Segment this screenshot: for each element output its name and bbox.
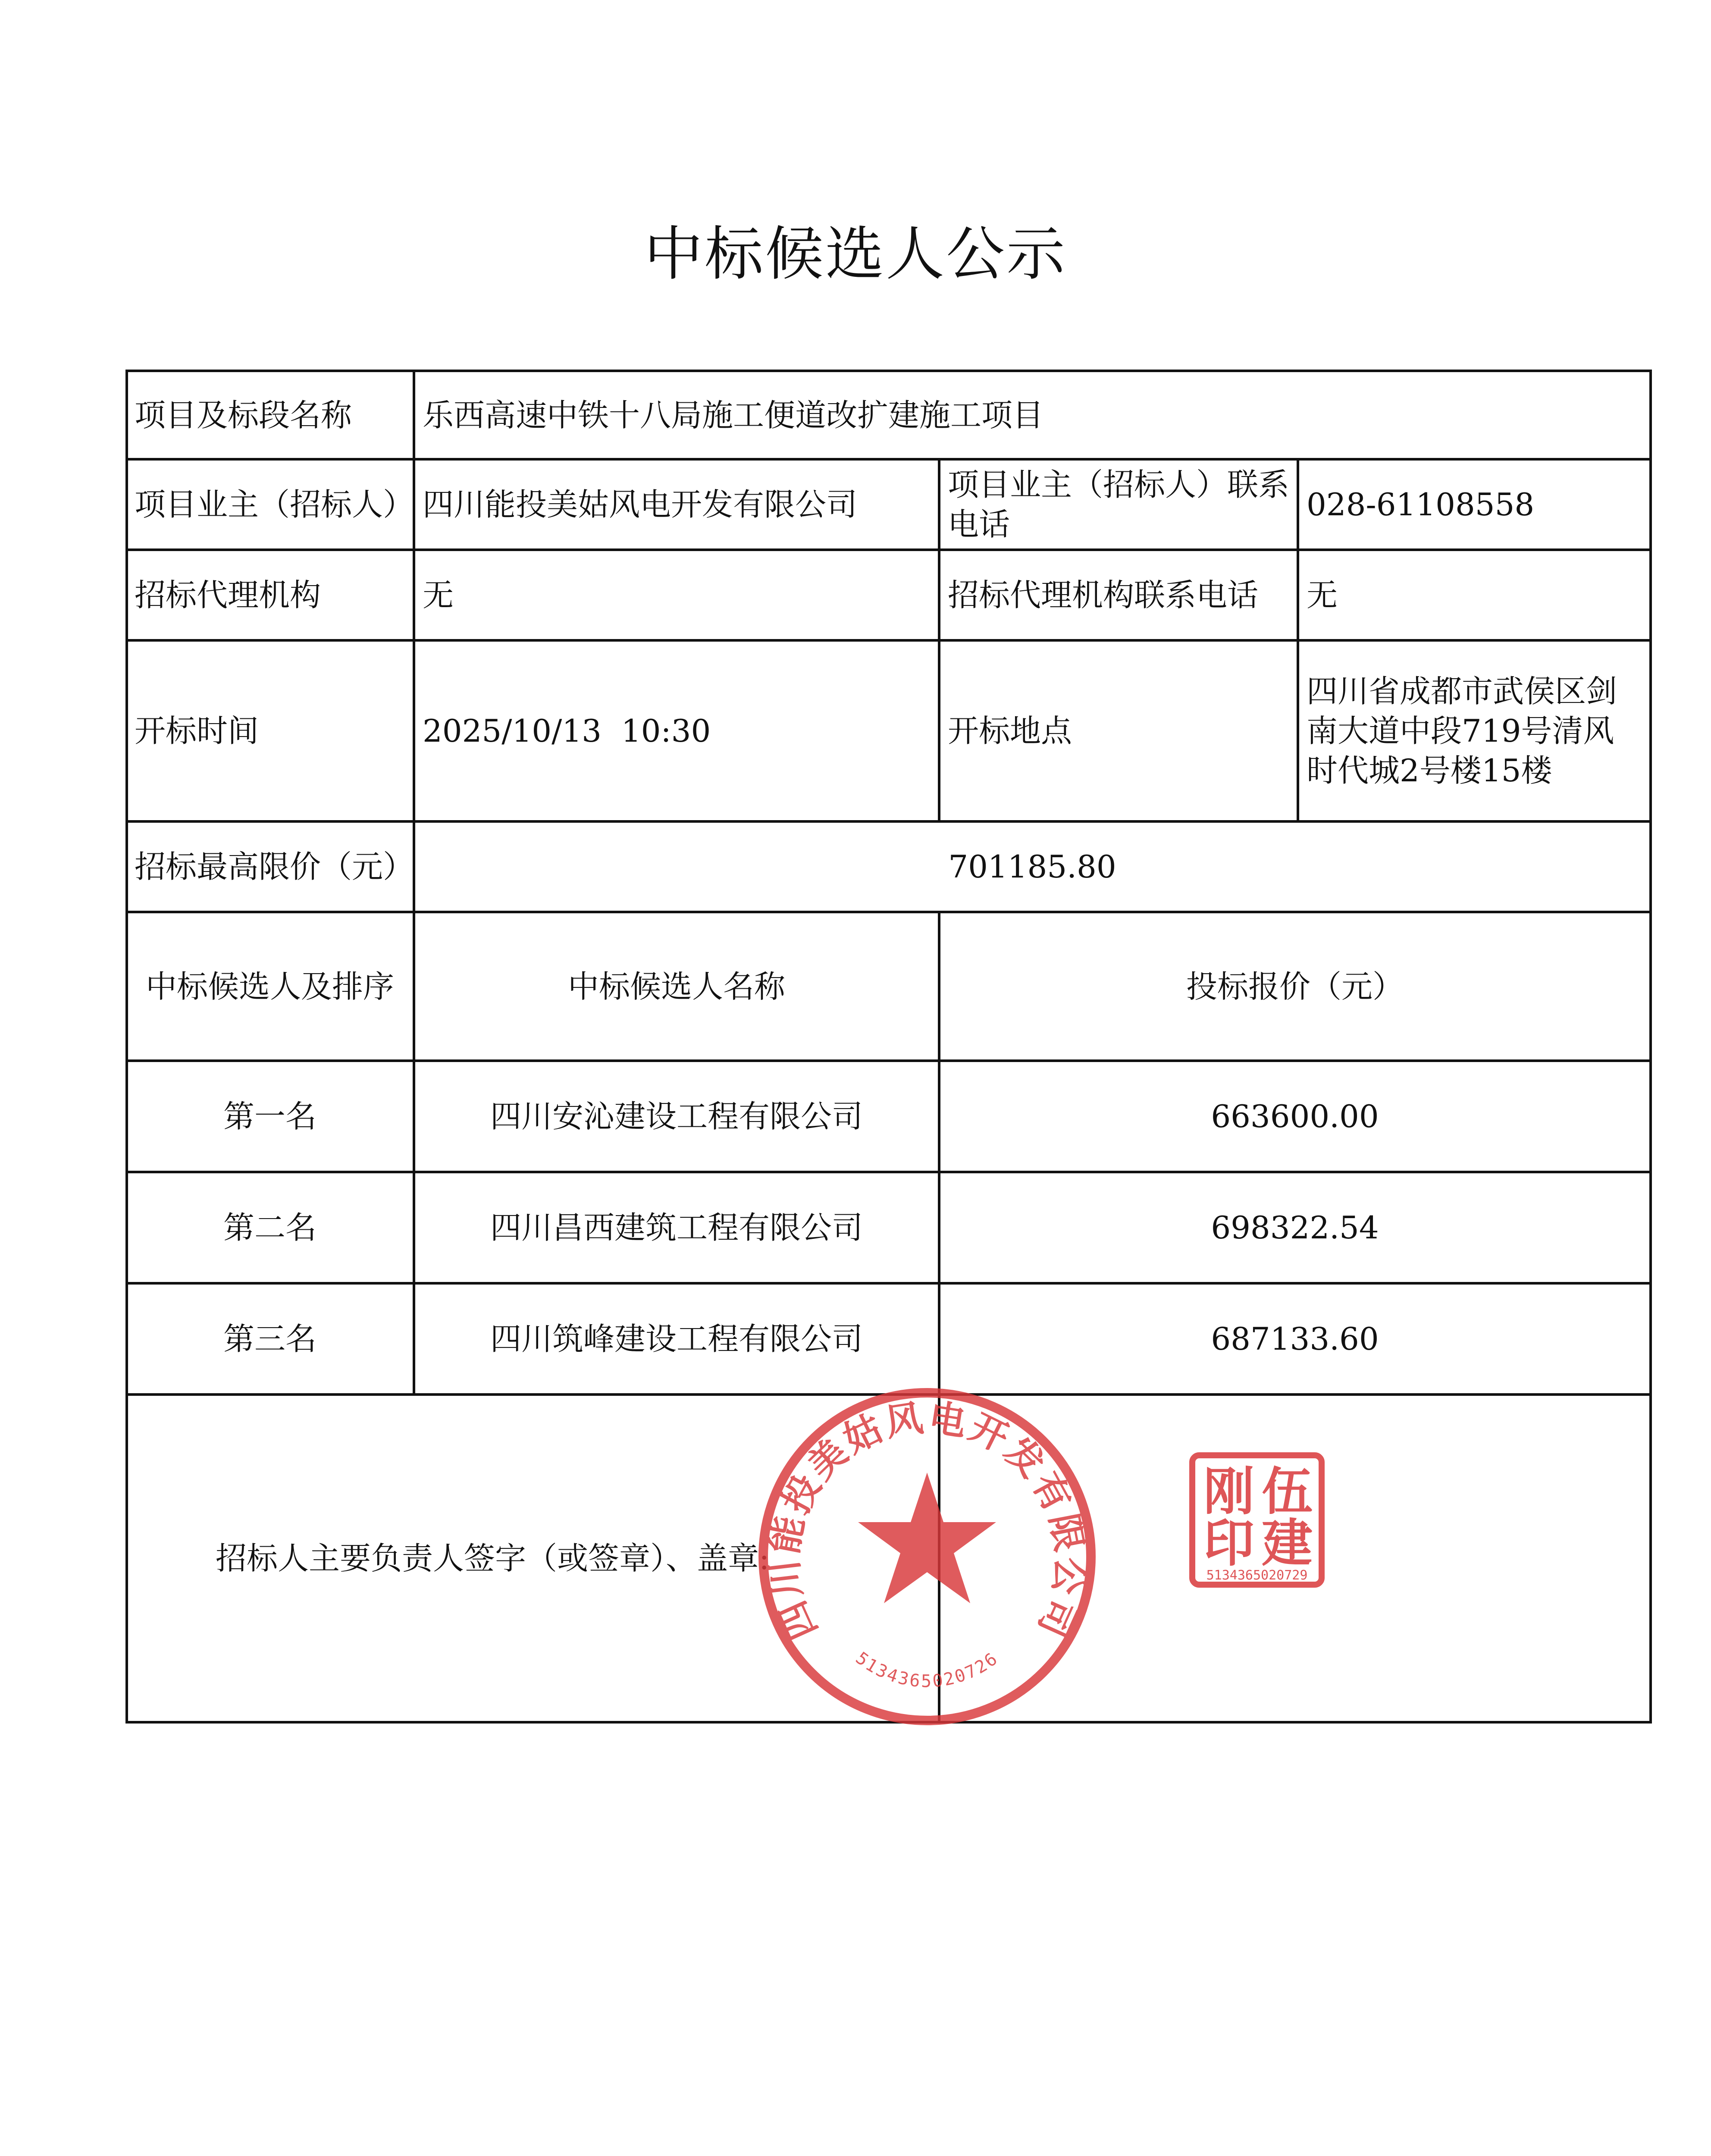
- agent-value: 无: [423, 577, 454, 613]
- candidate-name-header: 中标候选人名称: [567, 968, 785, 1005]
- candidate-rank: 第一名: [223, 1098, 317, 1134]
- candidate-price: 687133.60: [1211, 1321, 1379, 1357]
- opening-time-label: 开标时间: [135, 713, 259, 749]
- max-price-value: 701185.80: [948, 849, 1116, 885]
- project-name-label: 项目及标段名称: [135, 397, 352, 433]
- svg-text:刚: 刚: [1203, 1461, 1255, 1521]
- svg-text:印: 印: [1203, 1513, 1255, 1573]
- svg-text:5134365020729: 5134365020729: [1206, 1568, 1308, 1583]
- opening-time-value: 2025/10/13 10:30: [423, 713, 711, 749]
- svg-text:四川能投美姑风电开发有限公司: 四川能投美姑风电开发有限公司: [762, 1395, 1092, 1646]
- candidate-name: 四川筑峰建设工程有限公司: [490, 1321, 863, 1357]
- star-icon: [858, 1473, 996, 1603]
- candidate-price: 663600.00: [1211, 1098, 1379, 1134]
- candidate-name: 四川安沁建设工程有限公司: [490, 1098, 863, 1134]
- opening-place-value: 四川省成都市武侯区剑南大道中段719号清风时代城2号楼15楼: [1307, 673, 1617, 789]
- candidate-name: 四川昌西建筑工程有限公司: [490, 1210, 863, 1246]
- owner-phone-value: 028-61108558: [1307, 486, 1535, 523]
- agent-phone-label: 招标代理机构联系电话: [948, 577, 1259, 613]
- agent-label: 招标代理机构: [135, 577, 321, 613]
- svg-text:建: 建: [1261, 1513, 1313, 1573]
- svg-text:5134365020726: 5134365020726: [852, 1648, 1003, 1692]
- agent-phone-value: 无: [1307, 577, 1338, 613]
- signature-label: 招标人主要负责人签字（或签章）、盖章:: [216, 1540, 770, 1576]
- max-price-label: 招标最高限价（元）: [135, 849, 414, 885]
- project-name-value: 乐西高速中铁十八局施工便道改扩建施工项目: [423, 397, 1044, 433]
- company-seal: [750, 1380, 1104, 1733]
- svg-text:伍: 伍: [1261, 1461, 1313, 1521]
- candidate-price-header: 投标报价（元）: [1186, 968, 1404, 1005]
- candidate-rank: 第三名: [223, 1321, 317, 1357]
- owner-value: 四川能投美姑风电开发有限公司: [423, 486, 858, 523]
- personal-seal: [1188, 1451, 1326, 1589]
- candidate-price: 698322.54: [1211, 1210, 1379, 1246]
- opening-place-label: 开标地点: [948, 713, 1072, 749]
- candidate-rank: 第二名: [223, 1210, 317, 1246]
- owner-label: 项目业主（招标人）: [135, 486, 414, 523]
- candidate-rank-header: 中标候选人及排序: [145, 968, 394, 1005]
- page-title: 中标候选人公示: [644, 220, 1067, 288]
- owner-phone-label: 项目业主（招标人）联系电话: [948, 467, 1290, 542]
